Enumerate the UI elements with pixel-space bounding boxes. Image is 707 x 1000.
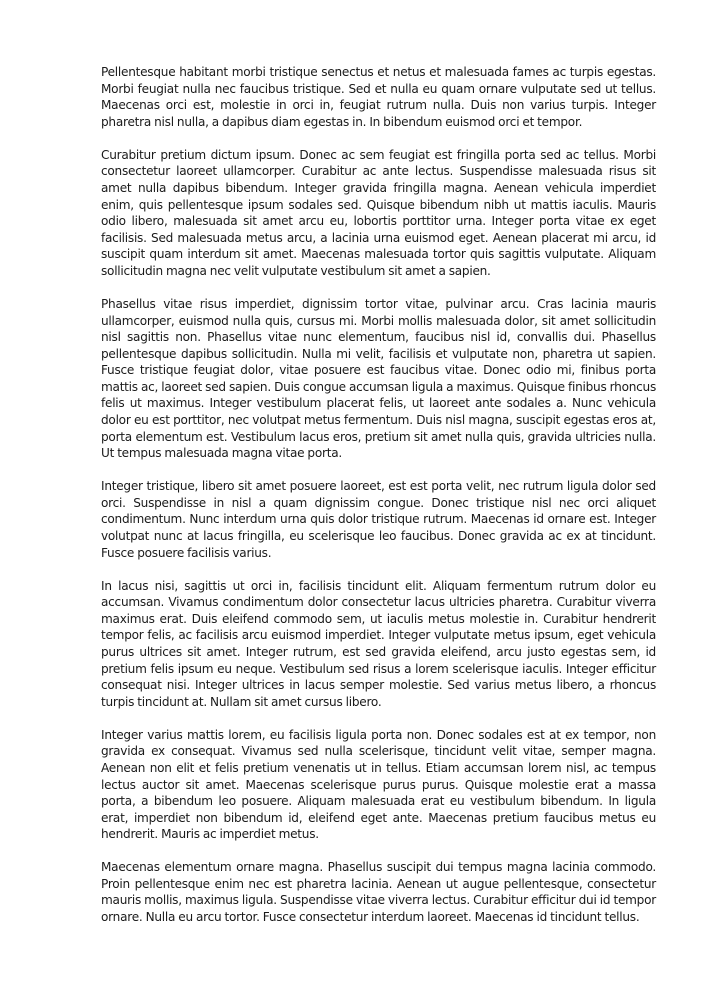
paragraph-2: Curabitur pretium dictum ipsum. Donec ac sem feugiat est fringilla porta sed ac tellus. Morbi consectetur laoreet ullamcorper. Curabitur ac ante lectus. Suspendisse malesuada risus sit amet nulla dapibus bibendum. Integer gravida fringilla magna. Aenean vehicula imperdiet enim, quis pellentesque ipsum sodales sed. Quisque bibendum nibh ut mattis iaculis. Mauris odio libero, malesuada sit amet arcu eu, lobortis porttitor urna. Integer porta vitae ex eget facilisis. Sed malesuada metus arcu, a lacinia urna euismod eget. Aenean placerat mi arcu, id suscipit quam interdum sit amet. Maecenas malesuada tortor quis sagittis vulputate. Aliquam sollicitudin magna nec velit vulputate vestibulum sit amet a sapien.	[101, 147, 656, 278]
paragraph-4: Integer tristique, libero sit amet posuere laoreet, est est porta velit, nec rutrum ligula dolor sed orci. Suspendisse in nisl a quam dignissim congue. Donec tristique nisl nec orci aliquet condimentum. Nunc interdum urna quis dolor tristique rutrum. Maecenas id ornare est. Integer volutpat nunc at lacus fringilla, eu scelerisque leo faucibus. Donec gravida ac ex at tincidunt. Fusce posuere facilisis varius.	[101, 479, 656, 560]
paragraph-6: Integer varius mattis lorem, eu facilisis ligula porta non. Donec sodales est at ex tempor, non gravida ex consequat. Vivamus sed nulla scelerisque, tincidunt velit vitae, semper magna. Aenean non elit et felis pretium venenatis ut in tellus. Etiam accumsan lorem nisl, ac tempus lectus auctor sit amet. Maecenas scelerisque purus purus. Quisque molestie erat a massa porta, a bibendum leo posuere. Aliquam malesuada erat eu vestibulum bibendum. In ligula erat, imperdiet non bibendum id, eleifend eget ante. Maecenas pretium faucibus metus eu hendrerit. Mauris ac imperdiet metus.	[101, 727, 656, 842]
paragraph-5: In lacus nisi, sagittis ut orci in, facilisis tincidunt elit. Aliquam fermentum rutrum dolor eu accumsan. Vivamus condimentum dolor consectetur lacus ultricies pharetra. Curabitur viverra maximus erat. Duis eleifend commodo sem, ut iaculis metus molestie in. Curabitur hendrerit tempor felis, ac facilisis arcu euismod imperdiet. Integer vulputate metus ipsum, eget vehicula purus ultrices sit amet. Integer rutrum, est sed gravida eleifend, arcu justo egestas sem, id pretium felis ipsum eu neque. Vestibulum sed risus a lorem scelerisque iaculis. Integer efficitur consequat nisi. Integer ultrices in lacus semper molestie. Sed varius metus libero, a rhoncus turpis tincidunt at. Nullam sit amet cursus libero.	[101, 578, 656, 709]
paragraph-1: Pellentesque habitant morbi tristique senectus et netus et malesuada fames ac turpis egestas. Morbi feugiat nulla nec faucibus tristique. Sed et nulla eu quam ornare vulputate sed ut tellus. Maecenas orci est, molestie in orci in, feugiat rutrum nulla. Duis non varius turpis. Integer pharetra nisl nulla, a dapibus diam egestas in. In bibendum euismod orci et tempor.	[101, 65, 656, 129]
document-page	[101, 64, 656, 942]
paragraph-7: Maecenas elementum ornare magna. Phasellus suscipit dui tempus magna lacinia commodo. Proin pellentesque enim nec est pharetra lacinia. Aenean ut augue pellentesque, consectetur mauris mollis, maximus ligula. Suspendisse vitae viverra lectus. Curabitur efficitur dui id tempor ornare. Nulla eu arcu tortor. Fusce consectetur interdum laoreet. Maecenas id tincidunt tellus.	[101, 860, 656, 925]
paragraph-3: Phasellus vitae risus imperdiet, dignissim tortor vitae, pulvinar arcu. Cras lacinia mauris ullamcorper, euismod nulla quis, cursus mi. Morbi mollis malesuada dolor, sit amet sollicitudin nisl sagittis non. Phasellus vitae nunc elementum, faucibus nisl id, convallis dui. Phasellus pellentesque dapibus sollicitudin. Nulla mi velit, facilisis et vulputate non, pharetra ut sapien. Fusce tristique feugiat dolor, vitae posuere est faucibus vitae. Donec odio mi, finibus porta mattis ac, laoreet sed sapien. Duis congue accumsan ligula a maximus. Quisque finibus rhoncus felis ut maximus. Integer vestibulum placerat felis, ut laoreet ante sodales a. Nunc vehicula dolor eu est porttitor, nec volutpat metus fermentum. Duis nisl magna, suscipit egestas eros at, porta elementum est. Vestibulum lacus eros, pretium sit amet nulla quis, gravida ultricies nulla. Ut tempus malesuada magna vitae porta.	[101, 296, 656, 461]
